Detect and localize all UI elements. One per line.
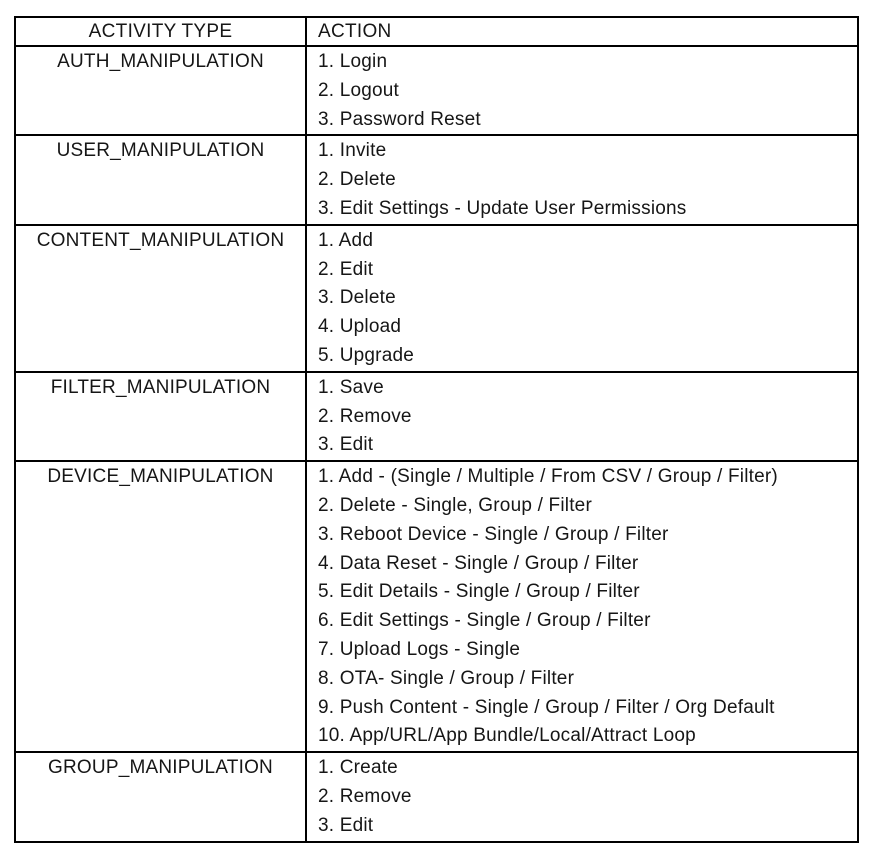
- action-line: 1. Save: [318, 376, 384, 398]
- action-line: 3. Edit: [318, 814, 374, 836]
- action-line: 1. Add: [318, 229, 374, 251]
- action-line: 9. Push Content - Single / Group / Filter / Org Default: [318, 696, 775, 718]
- action-line: 1. Add - (Single / Multiple / From CSV / Group / Filter): [318, 466, 778, 488]
- action-line: 4. Data Reset - Single / Group / Filter: [318, 552, 639, 574]
- table-row: [15, 135, 858, 224]
- action-line: 1. Invite: [318, 140, 387, 162]
- table-row: [15, 46, 858, 135]
- activity-type-label: USER_MANIPULATION: [56, 140, 265, 162]
- action-cell: [306, 752, 858, 841]
- activity-type-cell: [15, 225, 306, 372]
- action-line: 8. OTA- Single / Group / Filter: [318, 667, 575, 689]
- table-row: [15, 461, 858, 752]
- activity-type-label: AUTH_MANIPULATION: [57, 51, 264, 72]
- action-line: 3. Edit: [318, 434, 374, 456]
- activity-type-label: GROUP_MANIPULATION: [48, 757, 273, 779]
- activity-type-label: CONTENT_MANIPULATION: [36, 229, 285, 251]
- activity-action-table-container: [14, 16, 859, 843]
- action-line: 1. Login: [318, 51, 388, 72]
- action-line: 2. Remove: [318, 785, 412, 807]
- activity-type-cell: [15, 372, 306, 461]
- action-line: 2. Edit: [318, 258, 374, 280]
- activity-type-label: DEVICE_MANIPULATION: [47, 466, 274, 488]
- action-cell: [306, 225, 858, 372]
- action-line: 2. Logout: [318, 79, 400, 101]
- action-line: 1. Create: [318, 757, 398, 779]
- action-line: 7. Upload Logs - Single: [318, 638, 521, 660]
- action-line: 2. Delete - Single, Group / Filter: [318, 494, 592, 516]
- table-row: [15, 372, 858, 461]
- action-cell: [306, 461, 858, 752]
- action-line: 3. Delete: [318, 287, 396, 309]
- action-line: 2. Delete: [318, 169, 396, 191]
- action-line: 2. Remove: [318, 405, 412, 427]
- action-line: 5. Edit Details - Single / Group / Filter: [318, 581, 640, 603]
- header-action: ACTION: [306, 17, 858, 46]
- action-line: 10. App/URL/App Bundle/Local/Attract Loop: [318, 725, 696, 747]
- activity-type-cell: [15, 752, 306, 841]
- action-line: 3. Password Reset: [318, 108, 481, 130]
- activity-type-cell: [15, 135, 306, 224]
- action-cell: [306, 372, 858, 461]
- table-row: [15, 752, 858, 841]
- action-cell: [306, 46, 858, 135]
- action-line: 5. Upgrade: [318, 344, 415, 366]
- action-line: 3. Edit Settings - Update User Permissions: [318, 197, 687, 219]
- header-row: [15, 17, 858, 46]
- activity-type-label: FILTER_MANIPULATION: [50, 376, 271, 398]
- action-line: 3. Reboot Device - Single / Group / Filter: [318, 523, 669, 545]
- activity-type-cell: [15, 461, 306, 752]
- table-row: [15, 225, 858, 372]
- activity-type-cell: [15, 46, 306, 135]
- header-activity-type: ACTIVITY TYPE: [15, 17, 306, 46]
- action-line: 6. Edit Settings - Single / Group / Filter: [318, 610, 651, 632]
- activity-action-table: [14, 16, 859, 843]
- action-line: 4. Upload: [318, 316, 402, 338]
- action-cell: [306, 135, 858, 224]
